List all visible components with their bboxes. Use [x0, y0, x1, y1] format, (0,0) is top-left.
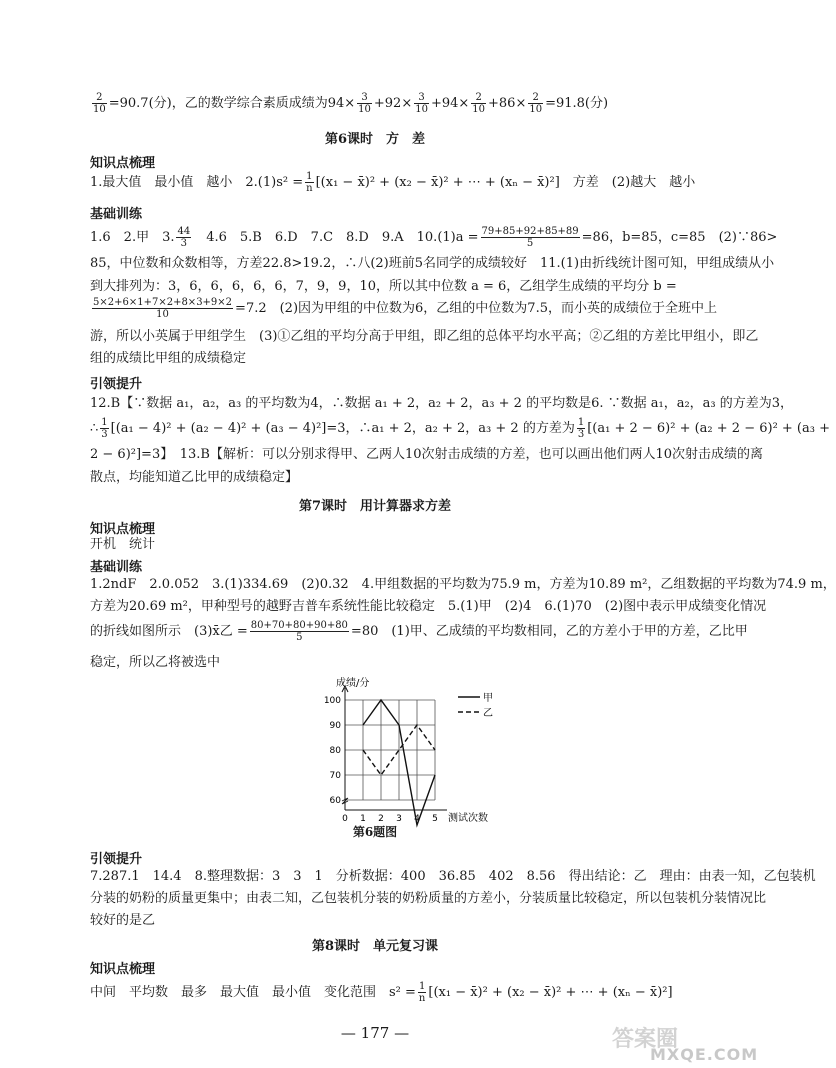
- fraction: $\frac{2}{10}$: [529, 92, 543, 115]
- answer-line: 较好的是乙: [90, 913, 156, 928]
- knowledge-line: 中间 平均数 最多 最大值 最小值 变化范围 s² = $\frac{1}{n}$ [(x₁ − x̄)² + (x₂ − x̄)² + ⋯ + (xₙ − x̄)²]: [90, 981, 673, 1004]
- fraction: $\frac{1}{n}$: [306, 171, 313, 194]
- x-tick-label: 4: [414, 814, 420, 824]
- watermark-logo: 答案圈: [612, 1027, 679, 1052]
- carryover-line: $\frac{2}{10}$ =90.7(分)，乙的数学综合素质成绩为94× $\frac{3}{10}$ +92× $\frac{3}{10}$ +94× $\frac{2}{10}$ +86× $\frac{2}{10}$ =91.8(分): [93, 92, 609, 115]
- fraction: $\frac{80+70+80+90+80}{5}$: [250, 620, 348, 643]
- chart-axes: [342, 686, 447, 810]
- lead-heading: 引领提升: [90, 852, 143, 867]
- fraction: $\frac{79+85+92+85+89}{5}$: [481, 226, 579, 249]
- x-tick-label: 1: [360, 814, 366, 824]
- answer-line: 12.B【∵数据 a₁，a₂，a₃ 的平均数为4，∴数据 a₁ + 2，a₂ + 2，a₃ + 2 的平均数是6. ∵数据 a₁，a₂，a₃ 的方差为3，: [90, 396, 794, 411]
- answer-line: 组的成绩比甲组的成绩稳定: [90, 351, 247, 366]
- y-axis-label: 成绩/分: [336, 678, 370, 689]
- answer-line: 2 − 6)²]=3】 13.B【解析：可以分别求得甲、乙两人10次射击成绩的方差，也可以画出他们两人10次射击成绩的离: [90, 447, 764, 462]
- chart-grid: [345, 700, 435, 800]
- y-tick-label: 80: [329, 746, 341, 756]
- knowledge-heading: 知识点梳理: [90, 962, 156, 977]
- x-tick-label: 2: [378, 814, 384, 824]
- knowledge-heading: 知识点梳理: [90, 522, 156, 537]
- knowledge-line: 开机 统计: [90, 537, 156, 552]
- lesson-6-title: 第6课时 方 差: [324, 132, 426, 147]
- fraction: $\frac{3}{10}$: [415, 92, 428, 115]
- answer-line: 7.287.1 14.4 8.整理数据：3 3 1 分析数据：400 36.85 402 8.56 得出结论：乙 理由：由表一知，乙包装机: [90, 869, 816, 884]
- y-tick-label: 90: [329, 721, 341, 731]
- answer-line: 游，所以小英属于甲组学生 (3)①乙组的平均分高于甲组，即乙组的总体平均水平高；②乙组的方差比甲组小，即乙: [90, 329, 759, 344]
- legend-label: 甲: [483, 693, 493, 704]
- line-chart: [300, 675, 500, 823]
- answer-line: 稳定，所以乙将被选中: [90, 655, 221, 670]
- legend-label: 乙: [483, 708, 493, 719]
- fraction: $\frac{2}{10}$: [472, 92, 486, 115]
- y-tick-label: 60: [329, 796, 341, 806]
- answer-line: 1.2ndF 2.0.052 3.(1)334.69 (2)0.32 4.甲组数据的平均数为75.9 m，方差为10.89 m²，乙组数据的平均数为74.9 m，: [90, 577, 836, 592]
- answer-line: 分装的奶粉的质量更集中；由表二知，乙包装机分装的奶粉质量的方差小，分装质量比较稳定，所以包装机分装情况比: [90, 891, 767, 906]
- answer-line: 到大排列为：3，6，6，6，6，6，7，9，9，10，所以其中位数 a = 6，乙组学生成绩的平均分 b =: [90, 279, 677, 294]
- fraction: $\frac{1}{n}$: [418, 981, 426, 1004]
- lead-heading: 引领提升: [90, 377, 143, 392]
- x-tick-label: 5: [432, 814, 438, 824]
- fraction: $\frac{1}{3}$: [577, 417, 585, 440]
- knowledge-line: 1.最大值 最小值 越小 2.(1)s² = $\frac{1}{n}$ [(x₁ − x̄)² + (x₂ − x̄)² + ⋯ + (xₙ − x̄)²] 方差 (2)越大 越小: [90, 171, 696, 194]
- lesson-7-title: 第7课时 用计算器求方差: [298, 499, 452, 514]
- watermark-url: MXQE.COM: [650, 1045, 759, 1064]
- page-number: — 177 —: [340, 1024, 410, 1042]
- answer-line: 的折线如图所示 (3)x̄乙 = $\frac{80+70+80+90+80}{5}$ =80 (1)甲、乙成绩的平均数相同，乙的方差小于甲的方差，乙比甲: [90, 620, 748, 643]
- y-tick-label: 100: [323, 696, 341, 706]
- answer-line: 方差为20.69 m²，甲种型号的越野吉普车系统性能比较稳定 5.(1)甲 (2)4 6.(1)70 (2)图中表示甲成绩变化情况: [90, 599, 767, 614]
- fraction: $\frac{3}{10}$: [358, 92, 371, 115]
- fraction: $\frac{2}{10}$: [93, 92, 106, 115]
- figure-caption: 第6题图: [352, 825, 398, 839]
- basic-training-heading: 基础训练: [90, 207, 143, 222]
- x-tick-label: 3: [396, 814, 402, 824]
- knowledge-heading: 知识点梳理: [90, 156, 156, 171]
- answer-line: ∴ $\frac{1}{3}$ [(a₁ − 4)² + (a₂ − 4)² + (a₃ − 4)²]=3，∴a₁ + 2，a₂ + 2，a₃ + 2 的方差为 $\frac{1}{3}$ [(a₁ + 2 − 6)² + (a₂ + 2 − 6)² + (a₃ +: [90, 417, 830, 440]
- chart-legend: [458, 692, 493, 719]
- answer-line: 85，中位数和众数相等，方差22.8>19.2，∴八(2)班前5名同学的成绩较好 11.(1)由折线统计图可知，甲组成绩从小: [90, 256, 775, 271]
- fraction: $\frac{5\times 2+6\times 1+7\times 2+8\times 3+9\times 2}{10}$: [93, 297, 233, 320]
- x-axis-label: 测试次数: [448, 813, 488, 824]
- y-tick-label: 70: [329, 771, 341, 781]
- answer-line: $\frac{5\times 2+6\times 1+7\times 2+8\times 3+9\times 2}{10}$ =7.2 (2)因为甲组的中位数为6，乙组的中位数为7.5，而小英的成绩位于全班中上: [93, 297, 717, 320]
- fraction: $\frac{44}{3}$: [177, 226, 191, 249]
- x-tick-label: 0: [342, 814, 348, 824]
- basic-training-heading: 基础训练: [90, 560, 143, 575]
- answer-line: 1.6 2.甲 3. $\frac{44}{3}$ 4.6 5.B 6.D 7.C 8.D 9.A 10.(1)a = $\frac{79+85+92+85+89}{5}$ =86，b=85，c=85 (2)∵86>: [90, 226, 778, 249]
- lesson-8-title: 第8课时 单元复习课: [311, 939, 439, 954]
- answer-line: 散点，均能知道乙比甲的成绩稳定】: [90, 470, 299, 485]
- fraction: $\frac{1}{3}$: [101, 417, 108, 440]
